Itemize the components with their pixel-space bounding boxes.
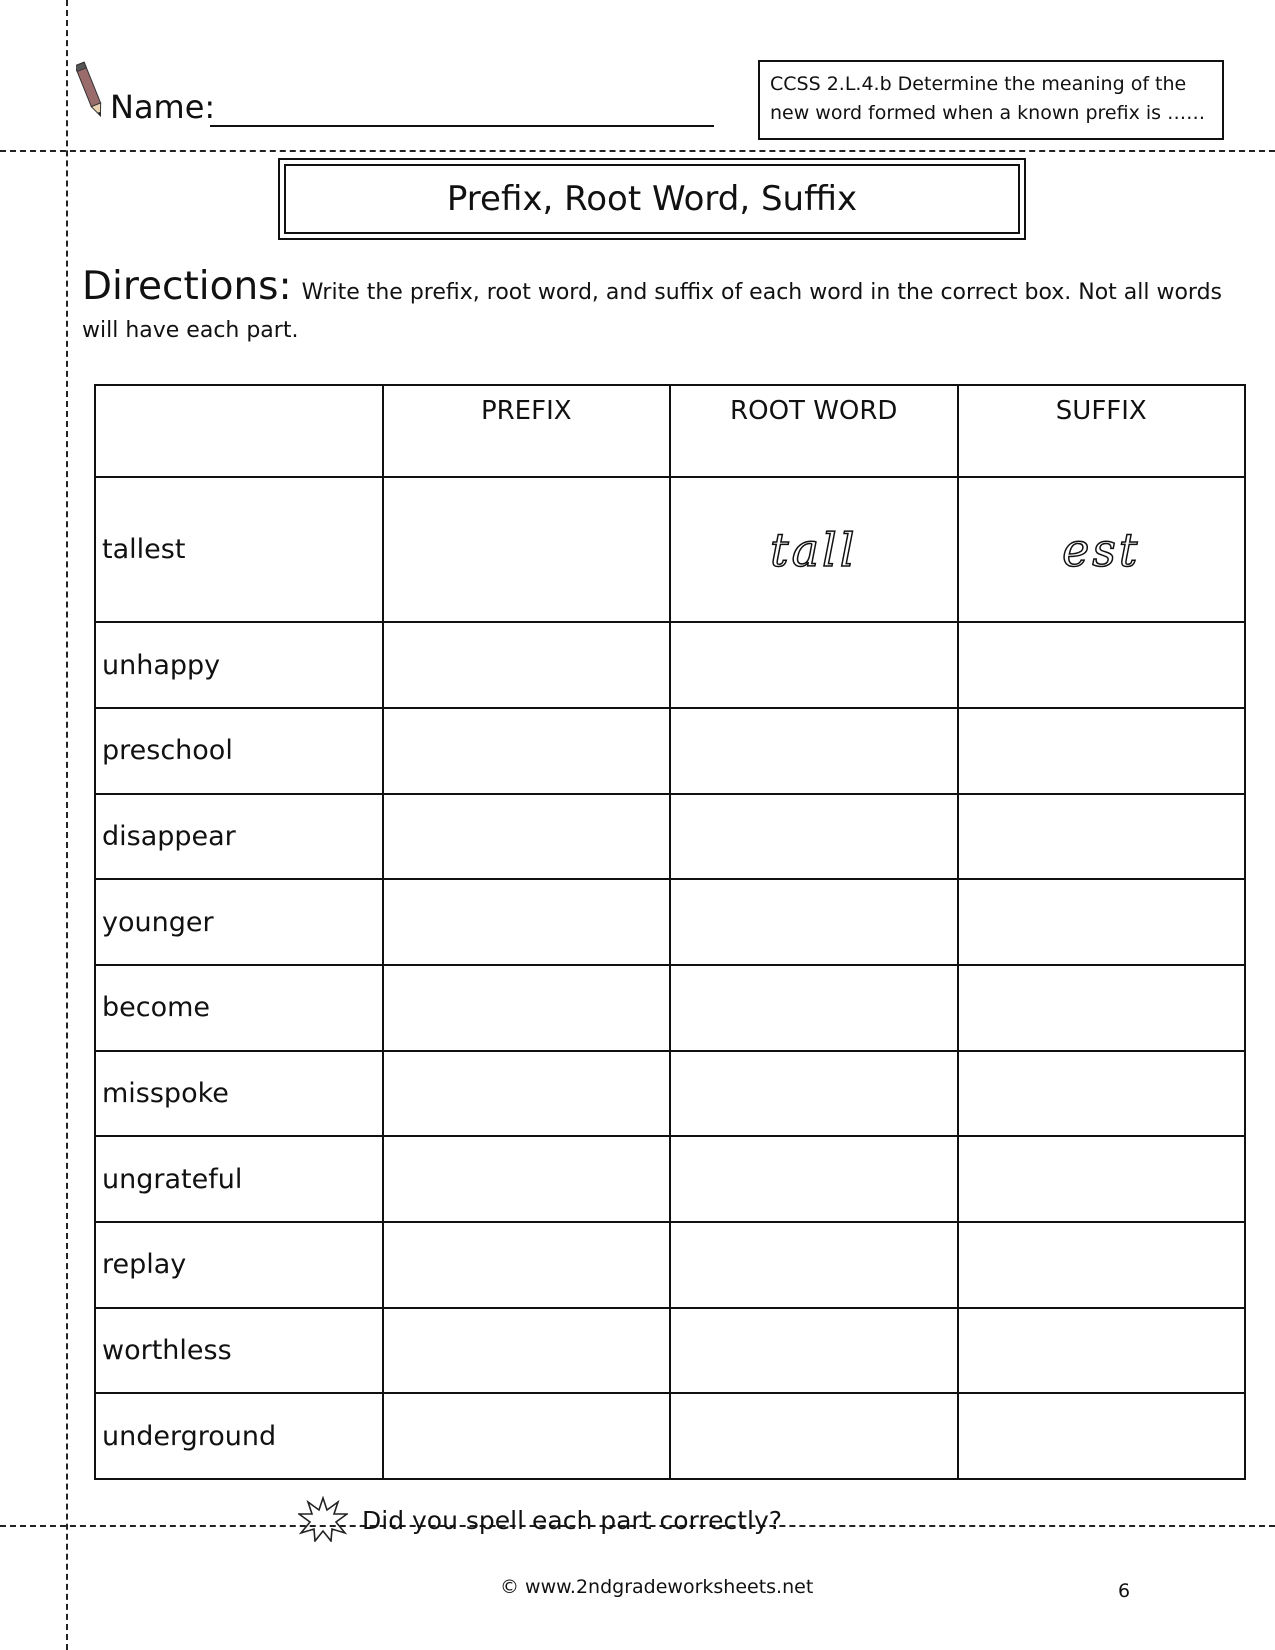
root-cell[interactable] xyxy=(670,1393,958,1479)
suffix-cell[interactable] xyxy=(958,1393,1246,1479)
row-word: misspoke xyxy=(95,1051,383,1137)
row-word: tallest xyxy=(95,477,383,622)
row-word: disappear xyxy=(95,794,383,880)
prefix-cell[interactable] xyxy=(383,708,671,794)
row-word: underground xyxy=(95,1393,383,1479)
suffix-cell[interactable] xyxy=(958,1136,1246,1222)
copyright-footer: © www.2ndgradeworksheets.net xyxy=(500,1576,814,1598)
suffix-cell[interactable] xyxy=(958,1222,1246,1308)
root-cell[interactable] xyxy=(670,1222,958,1308)
directions-lead: Directions: xyxy=(82,264,292,309)
prefix-cell[interactable] xyxy=(383,1222,671,1308)
prefix-cell[interactable] xyxy=(383,477,671,622)
suffix-cell[interactable] xyxy=(958,1308,1246,1394)
vertical-guide-line xyxy=(66,0,68,1650)
table-row xyxy=(95,1222,1245,1308)
suffix-cell[interactable] xyxy=(958,794,1246,880)
table-row xyxy=(95,708,1245,794)
root-cell[interactable] xyxy=(670,879,958,965)
root-cell-traced[interactable]: tall xyxy=(670,477,958,622)
pencil-icon xyxy=(76,58,104,122)
table-header-row xyxy=(95,385,1245,477)
table-row xyxy=(95,1308,1245,1394)
row-word: become xyxy=(95,965,383,1051)
table-row xyxy=(95,965,1245,1051)
prefix-cell[interactable] xyxy=(383,965,671,1051)
row-word: preschool xyxy=(95,708,383,794)
column-header-prefix: PREFIX xyxy=(383,385,671,477)
suffix-cell[interactable] xyxy=(958,622,1246,708)
table-row xyxy=(95,477,1245,622)
root-cell[interactable] xyxy=(670,1308,958,1394)
spelling-reminder: Did you spell each part correctly? xyxy=(362,1506,783,1535)
name-label: Name: xyxy=(110,88,216,126)
row-word: worthless xyxy=(95,1308,383,1394)
suffix-cell[interactable] xyxy=(958,965,1246,1051)
page-number: 6 xyxy=(1118,1580,1131,1602)
root-cell[interactable] xyxy=(670,708,958,794)
suffix-cell[interactable] xyxy=(958,1051,1246,1137)
column-header-word xyxy=(95,385,383,477)
directions xyxy=(82,264,1232,350)
row-word: younger xyxy=(95,879,383,965)
root-cell[interactable] xyxy=(670,1136,958,1222)
table-row xyxy=(95,879,1245,965)
column-header-suffix: SUFFIX xyxy=(958,385,1246,477)
row-word: unhappy xyxy=(95,622,383,708)
starburst-icon xyxy=(298,1496,348,1542)
title-box xyxy=(278,158,1026,240)
row-word: replay xyxy=(95,1222,383,1308)
prefix-cell[interactable] xyxy=(383,879,671,965)
prefix-cell[interactable] xyxy=(383,1308,671,1394)
root-cell[interactable] xyxy=(670,622,958,708)
name-write-line[interactable] xyxy=(210,125,714,127)
standard-line-1: CCSS 2.L.4.b Determine the meaning of the xyxy=(770,73,1187,95)
word-parts-table xyxy=(94,384,1246,1480)
suffix-cell-traced[interactable]: est xyxy=(958,477,1246,622)
prefix-cell[interactable] xyxy=(383,622,671,708)
table-row xyxy=(95,1393,1245,1479)
prefix-cell[interactable] xyxy=(383,794,671,880)
prefix-cell[interactable] xyxy=(383,1051,671,1137)
table-row xyxy=(95,622,1245,708)
column-header-root: ROOT WORD xyxy=(670,385,958,477)
table-row xyxy=(95,1051,1245,1137)
page-title: Prefix, Root Word, Suffix xyxy=(284,164,1020,234)
standard-box xyxy=(758,60,1224,140)
prefix-cell[interactable] xyxy=(383,1136,671,1222)
root-cell[interactable] xyxy=(670,1051,958,1137)
row-word: ungrateful xyxy=(95,1136,383,1222)
directions-text: Write the prefix, root word, and suffix of each word in the correct box. Not all words will have each part. xyxy=(82,280,1223,343)
table-row xyxy=(95,794,1245,880)
table-row xyxy=(95,1136,1245,1222)
suffix-cell[interactable] xyxy=(958,708,1246,794)
root-cell[interactable] xyxy=(670,794,958,880)
standard-line-2: new word formed when a known prefix is …… xyxy=(770,102,1206,124)
prefix-cell[interactable] xyxy=(383,1393,671,1479)
suffix-cell[interactable] xyxy=(958,879,1246,965)
top-guide-line xyxy=(0,150,1275,152)
root-cell[interactable] xyxy=(670,965,958,1051)
